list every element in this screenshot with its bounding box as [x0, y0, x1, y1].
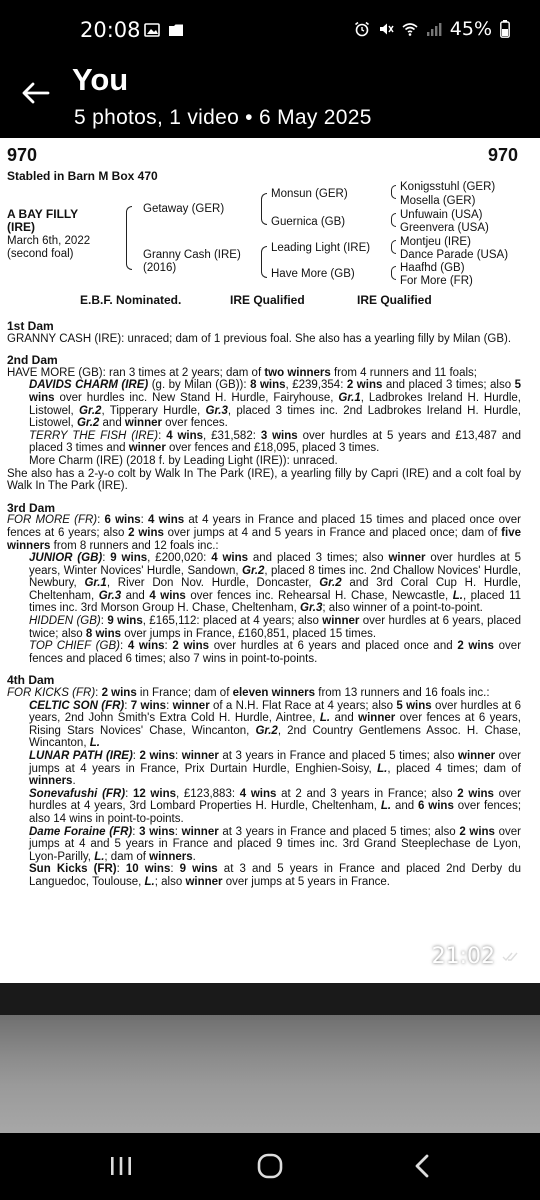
brace — [126, 206, 132, 270]
dam-dam: Have More (GB) — [271, 268, 355, 280]
progeny-hidden: HIDDEN (GB): 9 wins, £165,112: placed at 4 years; also winner over hurdles at 6 years, placed twice; also 8 wins over jumps in France, £160,851, placed 15 times. — [29, 615, 522, 640]
sky-photo-thumbnail[interactable] — [0, 1015, 540, 1133]
photo-timestamp: 21:02 — [432, 944, 518, 969]
foaled-date: March 6th, 2022 — [7, 235, 91, 247]
gallery-icon — [144, 22, 160, 38]
dam-year: (2016) — [143, 262, 177, 274]
sire-dam: Guernica (GB) — [271, 216, 346, 228]
recents-icon[interactable] — [104, 1151, 138, 1181]
pedigree-ds-sire: Montjeu (IRE) — [400, 236, 471, 248]
second-dam-text: HAVE MORE (GB): ran 3 times at 2 years; dam of two winners from 4 runners and 11 foals; — [7, 366, 477, 379]
sire: Getaway (GER) — [143, 203, 225, 215]
page-subtitle: 5 photos, 1 video • 6 May 2025 — [74, 106, 372, 129]
app-header — [0, 62, 540, 138]
back-arrow-icon[interactable] — [18, 76, 52, 110]
progeny-dame-foraine: Dame Foraine (FR): 3 wins: winner at 3 years in France and placed 5 times; also 2 wins over jumps at 4 and 5 years in France and placed 9 times inc. 3rd Grand Steeplechase de Lyon, Lyon-Parilly, L.; dam of winners. — [29, 825, 522, 863]
folder-icon — [168, 22, 184, 38]
second-dam-heading: 2nd Dam — [7, 353, 58, 368]
battery-percent: 45% — [449, 18, 492, 40]
navigation-bar — [0, 1133, 540, 1200]
progeny-top-chief: TOP CHIEF (GB): 4 wins: 2 wins over hurdles at 6 years and placed once and 2 wins over fences and placed 6 times; also 7 wins in point-to-points. — [29, 640, 522, 665]
first-dam-heading: 1st Dam — [7, 319, 54, 333]
brace — [261, 193, 267, 225]
lot-number: 970 — [7, 145, 38, 165]
mute-icon — [378, 21, 394, 37]
progeny-more-charm: More Charm (IRE) (2018 f. by Leading Light (IRE)): unraced. — [29, 454, 338, 467]
pedigree-ss-dam: Mosella (GER) — [400, 195, 476, 207]
status-bar — [0, 0, 540, 62]
horse-origin: (IRE) — [7, 220, 35, 234]
brace — [391, 240, 396, 254]
second-dam-note: She also has a 2-y-o colt by Walk In The Park (IRE), a yearling filly by Capri (IRE) and a colt foal by Walk In The Park (IRE). — [7, 467, 521, 493]
horse-name: A BAY FILLY — [7, 207, 79, 221]
first-dam-text: GRANNY CASH (IRE): unraced; dam of 1 previous foal. She also has a yearling filly by Milan (GB). — [7, 332, 512, 345]
clock: 20:08 — [80, 18, 141, 42]
ire-qualified-2: IRE Qualified — [357, 293, 432, 307]
battery-icon — [500, 20, 510, 38]
fourth-dam-text: FOR KICKS (FR): 2 wins in France; dam of eleven winners from 13 runners and 16 foals inc.: — [7, 687, 490, 700]
pedigree-sd-sire: Unfuwain (USA) — [400, 209, 483, 221]
third-dam-text: FOR MORE (FR): 6 wins: 4 wins at 4 years in France and placed 15 times and placed once over fences at 6 years; also 2 wins over jumps at 4 and 5 years in France and placed once; dam of five winners from 8 runners and 12 foals inc.: — [7, 514, 522, 552]
pedigree-dd-dam: For More (FR) — [400, 275, 473, 287]
sire-sire: Monsun (GER) — [271, 188, 348, 200]
pedigree-ds-dam: Dance Parade (USA) — [400, 249, 509, 261]
foal-note: (second foal) — [7, 248, 74, 260]
home-icon[interactable] — [253, 1151, 287, 1181]
progeny-sonevafushi: Sonevafushi (FR): 12 wins, £123,883: 4 wins at 2 and 3 years in France; also 2 wins over hurdles at 4 years, 3rd Lombard Properties H. Hurdle, Cheltenham, L. and 6 wins over fences; also 14 wins in point-to-points. — [29, 787, 522, 825]
progeny-junior: JUNIOR (GB): 9 wins, £200,020: 4 wins and placed 3 times; also winner over hurdles at 5 years, Winter Novices' Hurdle, Sandown, Gr.2, placed 8 times inc. 2nd Challow Novices' Hurdle, Newbury, Gr.1, River Don Nov. Hurdle, Doncaster, Gr.2 and 3rd Coral Cup H. Hurdle, Cheltenham, Gr.3 and 4 wins over fences inc. Rehearsal H. Chase, Newcastle, L., placed 11 times inc. 3rd Morson Group H. Chase, Cheltenham, Gr.3; also winner of a point-to-point. — [29, 552, 522, 615]
next-media-preview[interactable] — [0, 983, 540, 1133]
progeny-celtic-son: CELTIC SON (FR): 7 wins: winner of a N.H. Flat Race at 4 years; also 5 wins over hurdles at 6 years, 2nd John Smith's Extra Cold H. Hurdle, Aintree, L. and winner over fences at 6 years, Rising Stars Novices' Chase, Wincanton, Gr.2, 2nd Country Gentlemens Assoc. H. Chase, Wincanton, L. — [29, 699, 522, 750]
ebf-nominated: E.B.F. Nominated. — [80, 293, 182, 307]
catalogue-photo[interactable] — [0, 138, 540, 983]
brace — [391, 185, 396, 199]
ire-qualified: IRE Qualified — [230, 293, 305, 307]
third-dam-heading: 3rd Dam — [7, 500, 56, 515]
progeny-davids-charm: DAVIDS CHARM (IRE) (g. by Milan (GB)): 8 wins, £239,354: 2 wins and placed 3 times; also 5 wins over hurdles inc. New Stand H. Hurdle, Fairyhouse, Gr.1, Ladbrokes Ireland H. Hurdle, Listowel, Gr.2, Tipperary Hurdle, Gr.3, placed 3 times inc. 2nd Ladbrokes Ireland H. Hurdle, Listowel, Gr.2 and winner over fences. — [29, 379, 522, 430]
pedigree-sd-dam: Greenvera (USA) — [400, 222, 489, 234]
progeny-lunar-path: LUNAR PATH (IRE): 2 wins: winner at 3 years in France and placed 5 times; also winner over jumps at 4 years in France, Prix Durtain Hurdle, Enghien-Soisy, L., placed 4 times; dam of winners. — [29, 750, 522, 788]
progeny-terry-the-fish: TERRY THE FISH (IRE): 4 wins, £31,582: 3 wins over hurdles at 5 years and £13,487 and placed 3 times and winner over fences and £18,095, placed 3 times. — [29, 429, 522, 455]
dam: Granny Cash (IRE) — [143, 249, 241, 261]
brace — [391, 266, 396, 280]
page-title: You — [72, 62, 129, 97]
signal-icon — [426, 21, 442, 37]
wifi-icon — [402, 21, 418, 37]
back-icon[interactable] — [406, 1151, 440, 1181]
alarm-icon — [354, 21, 370, 37]
read-receipt-icon — [502, 951, 518, 963]
stabled-location: Stabled in Barn M Box 470 — [7, 169, 158, 183]
progeny-sun-kicks: Sun Kicks (FR): 10 wins: 9 wins at 3 and 5 years in France and placed 2nd Derby du Languedoc, Toulouse, L.; also winner over jumps at 5 years in France. — [29, 863, 521, 888]
dam-sire: Leading Light (IRE) — [271, 242, 371, 254]
brace — [261, 246, 267, 278]
brace — [391, 213, 396, 227]
lot-number-right: 970 — [487, 145, 518, 165]
pedigree-ss-sire: Konigsstuhl (GER) — [400, 181, 496, 193]
dam-line-text — [7, 318, 521, 889]
pedigree-dd-sire: Haafhd (GB) — [400, 262, 465, 274]
fourth-dam-heading: 4th Dam — [7, 673, 55, 688]
